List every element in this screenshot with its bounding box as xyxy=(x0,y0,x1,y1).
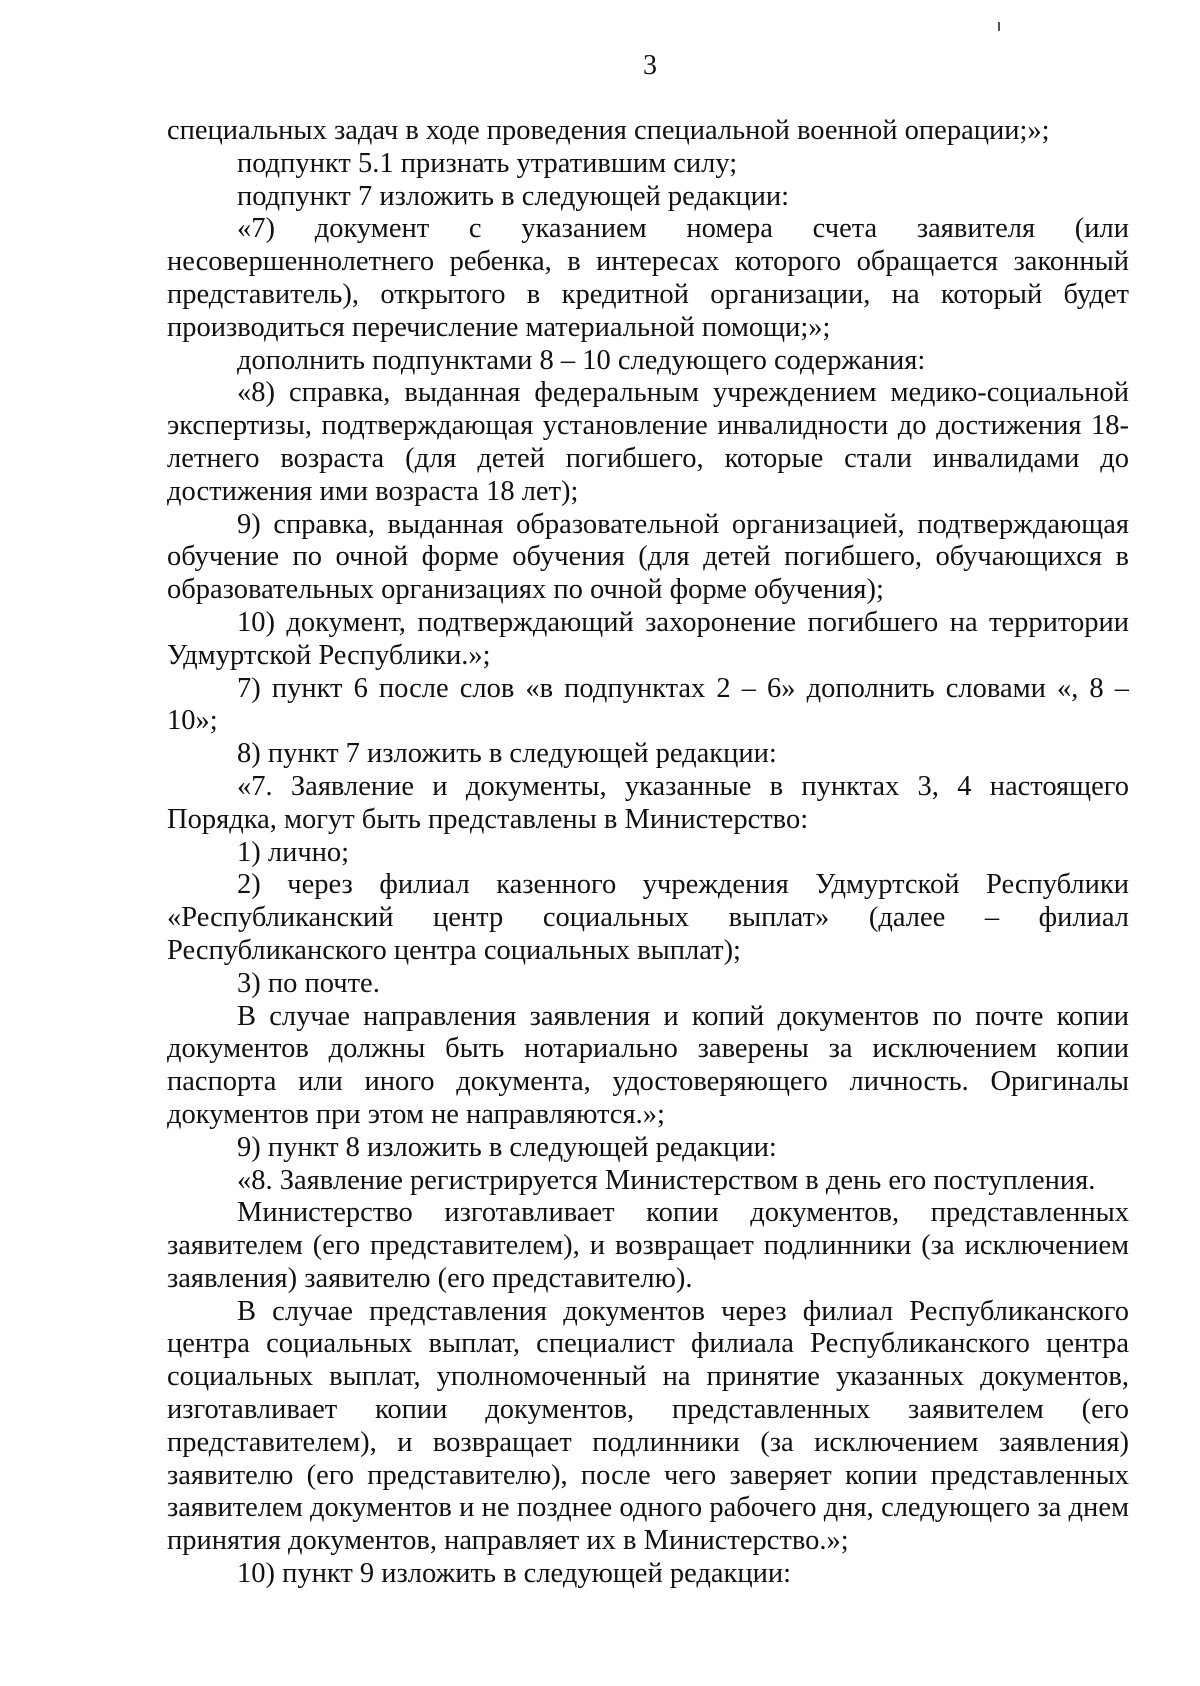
paragraph: 10) документ, подтверждающий захоронение погибшего на территории Удмуртской Республики.»; xyxy=(167,606,1129,671)
paragraph: «8) справка, выданная федеральным учреждением медико-социальной экспертизы, подтверждающая установление инвалидности до достижения 18-летнего возраста (для детей погибшего, которые стали инвалидами до достижения ими возраста 18 лет); xyxy=(167,377,1129,507)
paragraph: В случае представления документов через филиал Республиканского центра социальных выплат, специалист филиала Республиканского центра социальных выплат, уполномоченный на принятие указанных документов, изготавливает копии документов, представленных заявителем (его представителем), и возвращает подлинники (за исключением заявления) заявителю (его представителю), после чего заверяет копии представленных заявителем документов и не позднее одного рабочего дня, следующего за днем принятия документов, направляет их в Министерство.»; xyxy=(167,1295,1129,1557)
paragraph: «7. Заявление и документы, указанные в пунктах 3, 4 настоящего Порядка, могут быть представлены в Министерство: xyxy=(167,770,1129,835)
paragraph: подпункт 5.1 признать утратившим силу; xyxy=(237,147,738,179)
scan-mark xyxy=(998,22,1000,31)
page-number: 3 xyxy=(643,50,657,81)
paragraph: В случае направления заявления и копий документов по почте копии документов должны быть нотариально заверены за исключением копии паспорта или иного документа, удостоверяющего личность. Оригиналы документов при этом не направляются.»; xyxy=(167,1000,1129,1130)
paragraph: Министерство изготавливает копии документов, представленных заявителем (его представителем), и возвращает подлинники (за исключением заявления) заявителю (его представителю). xyxy=(167,1197,1129,1294)
paragraph: 2) через филиал казенного учреждения Удмуртской Республики «Республиканский центр социальных выплат» (далее – филиал Республиканского центра социальных выплат); xyxy=(167,869,1129,966)
document-body xyxy=(167,115,1129,1591)
paragraph: подпункт 7 изложить в следующей редакции: xyxy=(237,180,790,212)
paragraph: «7) документ с указанием номера счета заявителя (или несовершеннолетнего ребенка, в интересах которого обращается законный представитель), открытого в кредитной организации, на который будет производиться перечисление материальной помощи;»; xyxy=(167,213,1129,343)
paragraph: дополнить подпунктами 8 – 10 следующего содержания: xyxy=(237,344,926,376)
paragraph: специальных задач в ходе проведения специальной военной операции;»; xyxy=(167,115,1050,146)
paragraph: 10) пункт 9 изложить в следующей редакции: xyxy=(237,1558,792,1590)
paragraph: 8) пункт 7 изложить в следующей редакции: xyxy=(237,738,777,770)
paragraph: 1) лично; xyxy=(237,836,350,868)
paragraph: 3) по почте. xyxy=(237,967,380,999)
paragraph: 9) справка, выданная образовательной организацией, подтверждающая обучение по очной форме обучения (для детей погибшего, обучающихся в образовательных организациях по очной форме обучения); xyxy=(167,508,1129,606)
paragraph: 9) пункт 8 изложить в следующей редакции: xyxy=(237,1131,777,1163)
paragraph: «8. Заявление регистрируется Министерством в день его поступления. xyxy=(237,1164,1096,1196)
paragraph: 7) пункт 6 после слов «в подпунктах 2 – 6» дополнить словами «, 8 – 10»; xyxy=(167,672,1129,737)
